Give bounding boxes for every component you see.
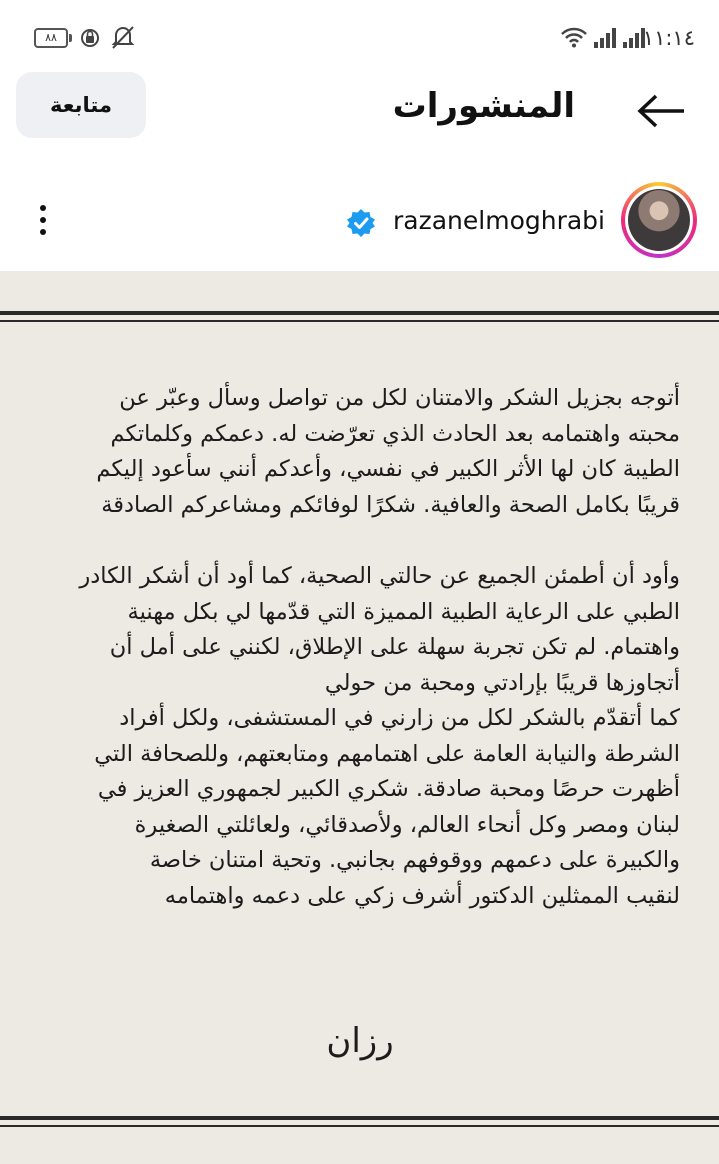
image-text-line: أظهرت حرصًا ومحبة صادقة. شكري الكبير لجمهوري العزيز في — [97, 776, 680, 802]
back-arrow-icon[interactable] — [636, 94, 686, 128]
bottom-rule — [0, 1116, 719, 1120]
battery-level: ٨٨ — [45, 31, 57, 44]
image-text-line: أتوجه بجزيل الشكر والامتنان لكل من تواصل وسأل وعبّر عن — [119, 385, 680, 411]
page-header — [0, 72, 719, 168]
status-bar — [0, 0, 719, 72]
image-text-line: كما أتقدّم بالشكر لكل من زارني في المستشفى، ولكل أفراد — [119, 705, 680, 731]
top-rule — [0, 311, 719, 315]
username-link[interactable]: razanelmoghrabi — [393, 206, 605, 235]
image-text-line: الطيبة كان لها الأثر الكبير في نفسي، وأعدكم أنني سأعود إليكم — [96, 456, 680, 482]
image-text-line: وأود أن أطمئن الجميع عن حالتي الصحية، كما أود أن أشكر الكادر — [79, 563, 680, 589]
image-text-line: الشرطة والنيابة العامة على اهتمامهم ومتابعتهم، وللصحافة التي — [94, 740, 680, 767]
bottom-rule-thin — [0, 1125, 719, 1127]
battery-icon — [34, 28, 68, 48]
image-text-line: أتجاوزها قريبًا بإرادتي ومحبة من حولي — [324, 669, 680, 696]
post-image-text — [30, 381, 680, 914]
follow-button[interactable]: متابعة — [16, 72, 146, 138]
image-text-line: قريبًا بكامل الصحة والعافية. شكرًا لوفائكم ومشاعركم الصادقة — [101, 491, 680, 518]
mute-icon — [110, 24, 136, 50]
image-text-line: واهتمام. لم تكن تجربة سهلة على الإطلاق، لكنني على أمل أن — [109, 634, 680, 660]
image-text-line: والكبيرة على دعمهم ووقوفهم بجانبي. وتحية امتنان خاصة — [149, 847, 680, 873]
image-text-line: الطبي على الرعاية الطبية المميزة التي قدّمها لي بكل مهنية — [127, 598, 680, 625]
avatar-photo — [628, 189, 690, 251]
image-text-line: لنقيب الممثلين الدكتور أشرف زكي على دعمه واهتمامه — [164, 882, 680, 909]
wifi-icon — [560, 26, 588, 48]
more-options-icon[interactable] — [30, 200, 58, 240]
lock-icon — [80, 26, 100, 48]
avatar — [625, 186, 693, 254]
post-image[interactable] — [0, 271, 719, 1164]
verified-badge-icon — [346, 208, 376, 238]
page-title: المنشورات — [392, 86, 575, 126]
signature: رزان — [326, 1021, 394, 1061]
image-text-line: محبته واهتمامه بعد الحادث الذي تعرّضت له. دعمكم وكلماتكم — [110, 420, 680, 447]
signal-icon — [594, 28, 618, 48]
status-time: ١١:١٤ — [642, 26, 695, 50]
image-text-line — [30, 523, 680, 559]
image-text-line: لبنان ومصر وكل أنحاء العالم، ولأصدقائي، ولعائلتي الصغيرة — [134, 811, 680, 838]
top-rule-thin — [0, 320, 719, 322]
post-header — [0, 176, 719, 268]
avatar-story-ring[interactable] — [621, 182, 697, 258]
